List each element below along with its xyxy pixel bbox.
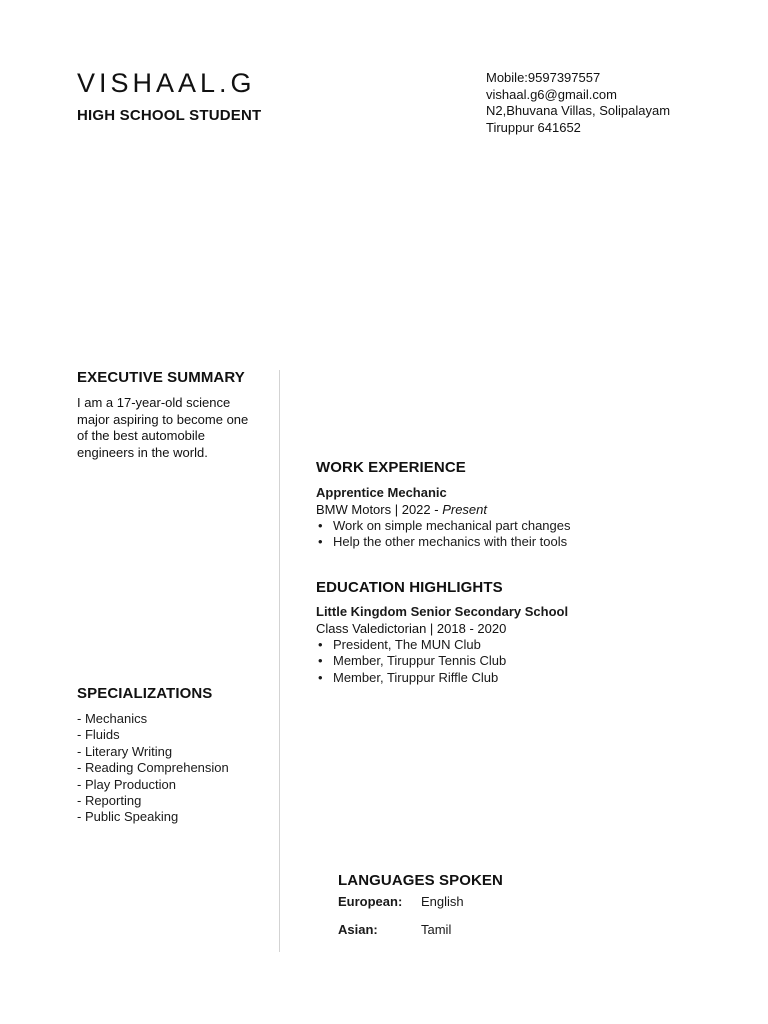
summary-text — [77, 395, 267, 461]
job-duties — [316, 518, 736, 551]
list-item: - Play Production — [77, 776, 176, 792]
contact-block — [486, 70, 670, 136]
school-detail: Class Valedictorian | 2018 - 2020 — [316, 620, 507, 636]
specializations-heading: SPECIALIZATIONS — [77, 685, 213, 702]
list-item: • President, The MUN Club — [316, 637, 736, 653]
language-row — [338, 922, 451, 937]
job-company: BMW Motors | 2022 - — [316, 501, 443, 517]
list-item: - Literary Writing — [77, 743, 173, 759]
summary-line: major aspiring to become one — [77, 411, 249, 427]
education-entry — [316, 604, 736, 686]
list-item: - Mechanics — [77, 711, 148, 726]
list-item: • Member, Tiruppur Riffle Club — [316, 670, 736, 686]
work-entry — [316, 485, 736, 551]
summary-line: of the best automobile — [77, 428, 205, 444]
list-item: - Fluids — [77, 727, 120, 743]
contact-address-line1: N2,Bhuvana Villas, Solipalayam — [486, 103, 671, 119]
list-item: - Reading Comprehension — [77, 760, 229, 776]
language-label: Asian: — [338, 922, 378, 937]
language-row — [338, 894, 464, 909]
contact-mobile: Mobile:9597397557 — [486, 70, 601, 85]
list-item: - Reporting — [77, 793, 142, 809]
school-name: Little Kingdom Senior Secondary School — [316, 604, 569, 619]
summary-line: I am a 17-year-old science — [77, 395, 231, 410]
list-item: • Work on simple mechanical part changes — [316, 518, 736, 534]
job-title: Apprentice Mechanic — [316, 485, 447, 500]
list-item: • Member, Tiruppur Tennis Club — [316, 653, 736, 669]
job-present: Present — [442, 501, 487, 517]
language-label: European: — [338, 894, 403, 909]
candidate-name: VISHAAL.G — [77, 68, 256, 98]
list-item: - Public Speaking — [77, 809, 179, 825]
education-heading: EDUCATION HIGHLIGHTS — [316, 579, 503, 596]
summary-line: engineers in the world. — [77, 444, 208, 460]
candidate-role: HIGH SCHOOL STUDENT — [77, 107, 262, 124]
job-company-dates — [316, 502, 736, 519]
summary-heading: EXECUTIVE SUMMARY — [77, 369, 245, 386]
language-value: Tamil — [421, 922, 452, 937]
column-divider — [279, 370, 280, 952]
contact-address-line2: Tiruppur 641652 — [486, 119, 581, 135]
contact-email: vishaal.g6@gmail.com — [486, 86, 617, 102]
specializations-list — [77, 711, 229, 826]
language-value: English — [421, 894, 464, 909]
languages-heading: LANGUAGES SPOKEN — [338, 872, 503, 889]
work-heading: WORK EXPERIENCE — [316, 459, 466, 476]
list-item: • Help the other mechanics with their tools — [316, 534, 736, 550]
education-highlights — [316, 637, 736, 686]
